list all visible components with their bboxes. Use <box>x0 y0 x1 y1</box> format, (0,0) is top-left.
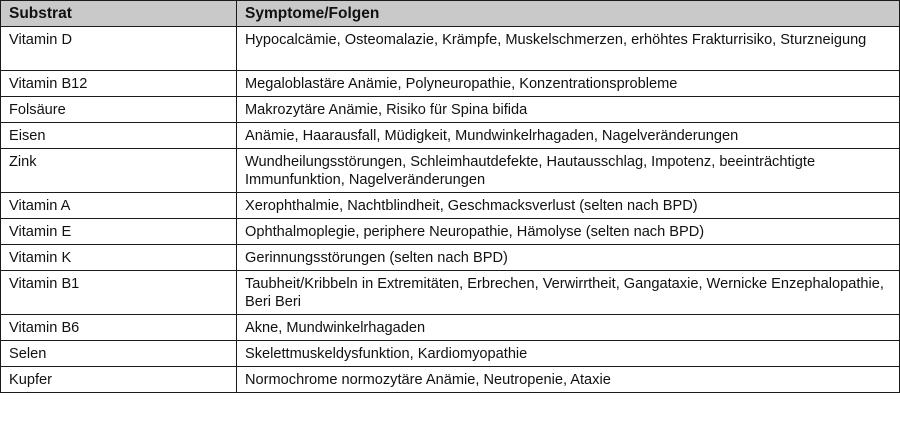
substrate-cell: Vitamin B6 <box>1 315 237 341</box>
symptoms-cell: Megaloblastäre Anämie, Polyneuropathie, Konzentrationsprobleme <box>237 71 900 97</box>
symptoms-cell: Anämie, Haarausfall, Müdigkeit, Mundwinkelrhagaden, Nagelveränderungen <box>237 123 900 149</box>
table-row <box>1 193 900 219</box>
symptoms-cell: Normochrome normozytäre Anämie, Neutropenie, Ataxie <box>237 367 900 393</box>
substrate-cell: Selen <box>1 341 237 367</box>
table-row <box>1 315 900 341</box>
symptoms-cell: Ophthalmoplegie, periphere Neuropathie, Hämolyse (selten nach BPD) <box>237 219 900 245</box>
substrate-cell: Vitamin E <box>1 219 237 245</box>
substrate-cell: Kupfer <box>1 367 237 393</box>
symptoms-cell: Gerinnungsstörungen (selten nach BPD) <box>237 245 900 271</box>
table-row <box>1 97 900 123</box>
substrate-cell: Folsäure <box>1 97 237 123</box>
substrate-cell: Eisen <box>1 123 237 149</box>
table-row <box>1 219 900 245</box>
table-row <box>1 271 900 315</box>
symptoms-cell: Skelettmuskeldysfunktion, Kardiomyopathie <box>237 341 900 367</box>
header-substrate: Substrat <box>1 1 237 27</box>
table-row <box>1 71 900 97</box>
symptoms-cell: Hypocalcämie, Osteomalazie, Krämpfe, Muskelschmerzen, erhöhtes Frakturrisiko, Sturzneigung <box>237 27 900 71</box>
substrate-cell: Zink <box>1 149 237 193</box>
substrate-cell: Vitamin D <box>1 27 237 71</box>
substrate-cell: Vitamin K <box>1 245 237 271</box>
symptoms-cell: Taubheit/Kribbeln in Extremitäten, Erbrechen, Verwirrtheit, Gangataxie, Wernicke Enzephalopathie, Beri Beri <box>237 271 900 315</box>
table-row <box>1 27 900 71</box>
substrate-cell: Vitamin A <box>1 193 237 219</box>
table-row <box>1 245 900 271</box>
symptoms-cell: Makrozytäre Anämie, Risiko für Spina bifida <box>237 97 900 123</box>
table-row <box>1 341 900 367</box>
table-header-row <box>1 1 900 27</box>
symptoms-cell: Xerophthalmie, Nachtblindheit, Geschmacksverlust (selten nach BPD) <box>237 193 900 219</box>
header-symptoms: Symptome/Folgen <box>237 1 900 27</box>
substrate-cell: Vitamin B1 <box>1 271 237 315</box>
substrate-cell: Vitamin B12 <box>1 71 237 97</box>
table-row <box>1 367 900 393</box>
table-row <box>1 149 900 193</box>
symptoms-cell: Akne, Mundwinkelrhagaden <box>237 315 900 341</box>
symptoms-cell: Wundheilungsstörungen, Schleimhautdefekte, Hautausschlag, Impotenz, beeinträchtigte Immunfunktion, Nagelveränderungen <box>237 149 900 193</box>
table-row <box>1 123 900 149</box>
